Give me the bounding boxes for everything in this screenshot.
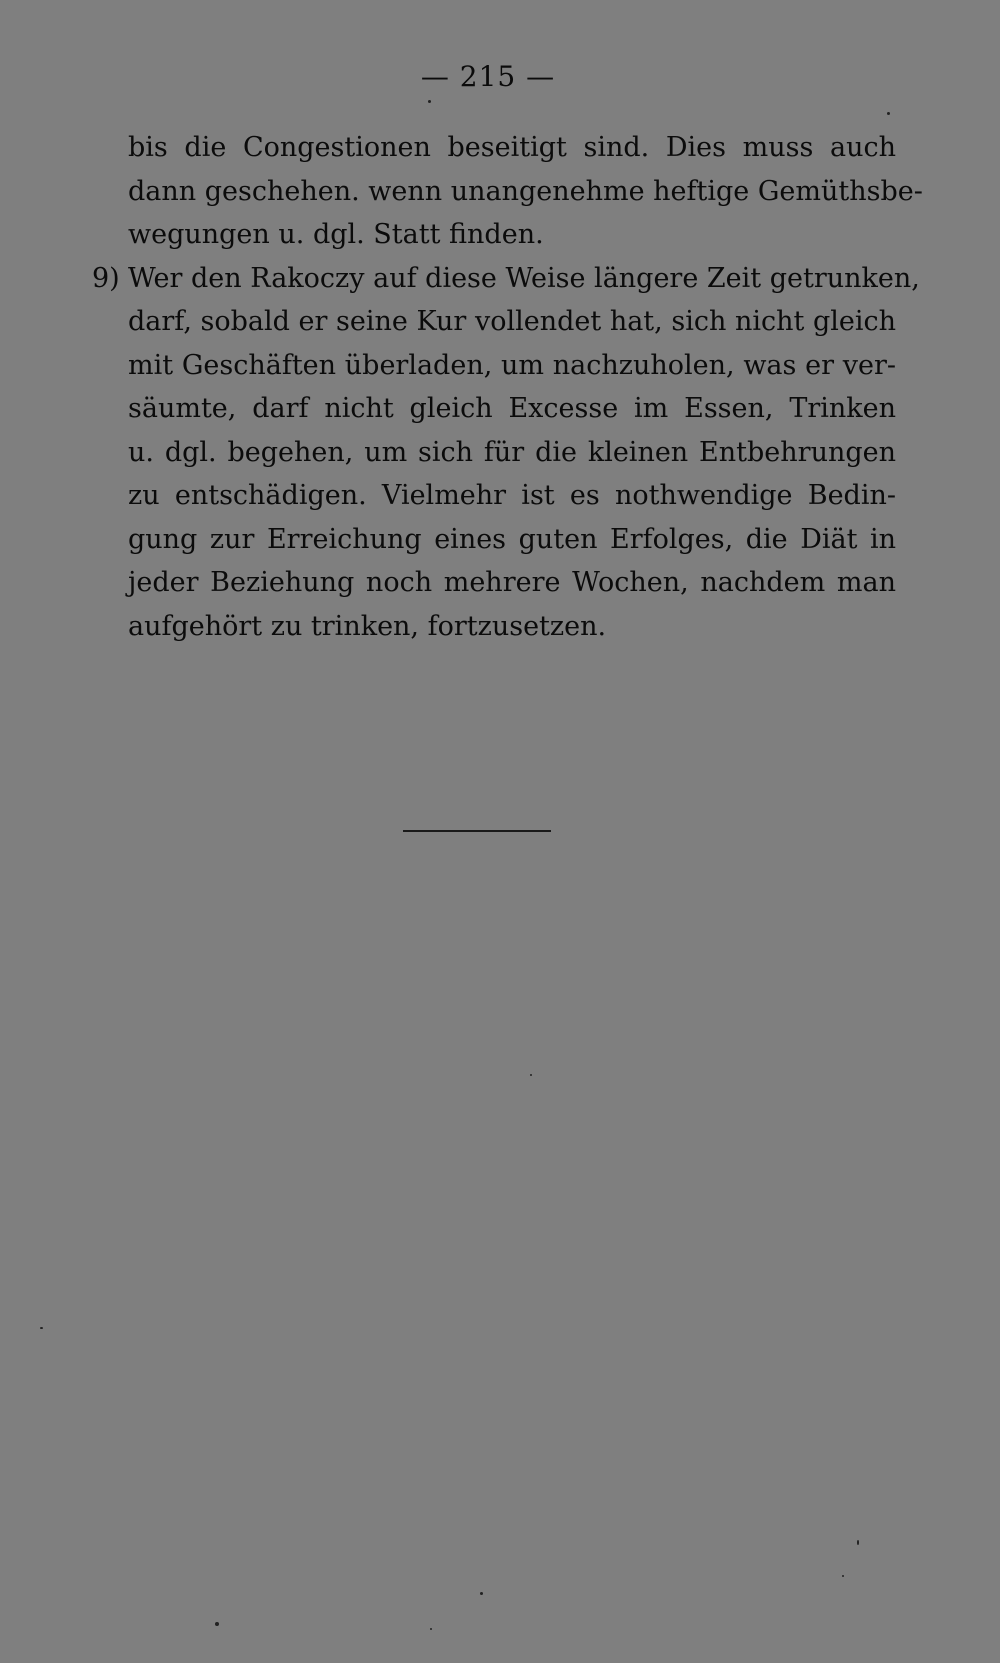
text-line: jeder Beziehung noch mehrere Wochen, nachdem man bbox=[128, 567, 896, 598]
scan-speck bbox=[530, 1074, 532, 1076]
scan-speck bbox=[428, 100, 431, 103]
enumeration-label: 9) bbox=[92, 262, 120, 294]
text-line: säumte, darf nicht gleich Excesse im Essen, Trinken bbox=[128, 393, 896, 424]
text-line: aufgehört zu trinken, fortzusetzen. bbox=[128, 610, 607, 642]
text-line: dann geschehen. wenn unangenehme heftige Gemüthsbe- bbox=[128, 175, 923, 207]
text-line: zu entschädigen. Vielmehr ist es nothwendige Bedin- bbox=[128, 480, 896, 511]
scan-speck bbox=[857, 1540, 859, 1545]
text-line: darf, sobald er seine Kur vollendet hat, sich nicht gleich bbox=[128, 306, 896, 337]
section-end-rule bbox=[403, 830, 551, 832]
scan-speck bbox=[480, 1592, 483, 1595]
scan-speck bbox=[842, 1575, 844, 1577]
text-line: gung zur Erreichung eines guten Erfolges, die Diät in bbox=[128, 523, 896, 555]
scan-speck bbox=[40, 1327, 43, 1329]
scan-speck bbox=[430, 1628, 432, 1630]
enumerated-item-first-line: 9) Wer den Rakoczy auf diese Weise längere Zeit getrunken, bbox=[128, 257, 896, 301]
text-line: u. dgl. begehen, um sich für die kleinen Entbehrungen bbox=[128, 436, 896, 468]
scan-speck bbox=[887, 112, 890, 115]
page-number: — 215 — bbox=[420, 60, 556, 93]
text-line: mit Geschäften überladen, um nachzuholen, was er ver- bbox=[128, 349, 896, 381]
scan-speck bbox=[215, 1622, 219, 1626]
body-text bbox=[92, 126, 923, 648]
text-line: wegungen u. dgl. Statt finden. bbox=[128, 219, 544, 250]
text-line: bis die Congestionen beseitigt sind. Dies muss auch bbox=[128, 132, 896, 163]
